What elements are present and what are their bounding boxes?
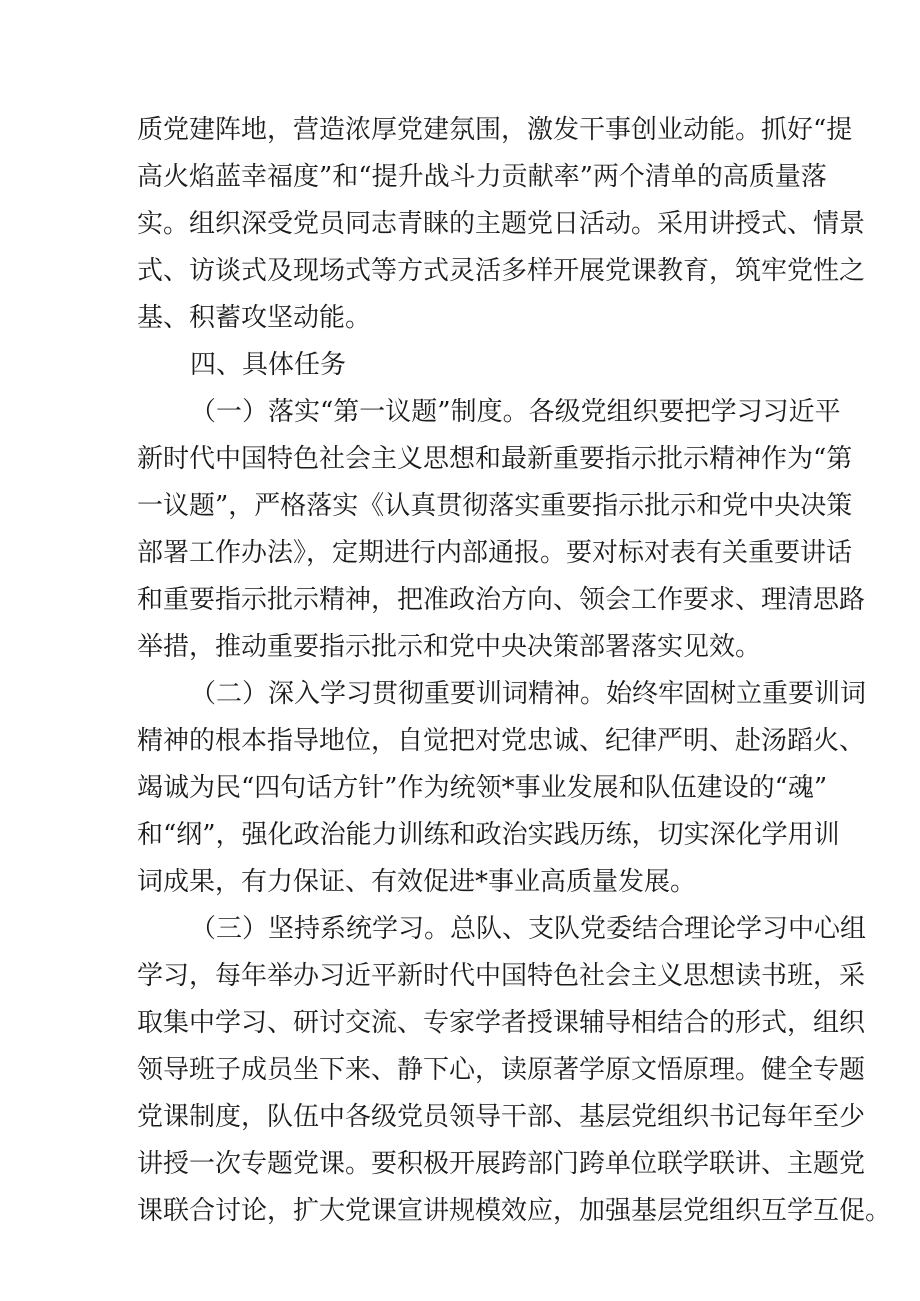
paragraph-line: （二）深入学习贯彻重要训词精神。始终牢固树立重要训词: [190, 679, 867, 709]
paragraph-line: 精神的根本指导地位，自觉把对党忠诚、纪律严明、赴汤蹈火、: [137, 726, 866, 756]
section-heading: 四、具体任务: [190, 350, 347, 380]
paragraph-line: 课联合讨论，扩大党课宣讲规模效应，加强基层党组织互学互促。: [137, 1196, 892, 1226]
paragraph-line: 党课制度，队伍中各级党员领导干部、基层党组织书记每年至少: [137, 1102, 866, 1132]
paragraph-line: 实。组织深受党员同志青睐的主题党日活动。采用讲授式、情景: [137, 209, 866, 239]
paragraph-line: 部署工作办法》，定期进行内部通报。要对标对表有关重要讲话: [137, 538, 853, 568]
paragraph-line: 讲授一次专题党课。要积极开展跨部门跨单位联学联讲、主题党: [137, 1149, 866, 1179]
paragraph-line: 领导班子成员坐下来、静下心，读原著学原文悟原理。健全专题: [137, 1055, 866, 1085]
paragraph-line: 基、积蓄攻坚动能。: [137, 303, 372, 333]
paragraph-line: 和重要指示批示精神，把准政治方向、领会工作要求、理清思路: [137, 585, 866, 615]
paragraph-line: 质党建阵地，营造浓厚党建氛围，激发干事创业动能。抓好“提: [137, 115, 853, 145]
paragraph-line: 高火焰蓝幸福度”和“提升战斗力贡献率”两个清单的高质量落: [137, 162, 827, 192]
paragraph-line: （一）落实“第一议题”制度。各级党组织要把学习习近平: [190, 397, 841, 427]
paragraph-line: 举措，推动重要指示批示和党中央决策部署落实见效。: [137, 632, 762, 662]
paragraph-line: 竭诚为民“四句话方针”作为统领*事业发展和队伍建设的“魂”: [137, 773, 828, 803]
paragraph-line: 式、访谈式及现场式等方式灵活多样开展党课教育，筑牢党性之: [137, 256, 866, 286]
paragraph-line: 学习，每年举办习近平新时代中国特色社会主义思想读书班，采: [137, 961, 866, 991]
paragraph-line: 词成果，有力保证、有效促进*事业高质量发展。: [137, 867, 697, 897]
paragraph-line: 新时代中国特色社会主义思想和最新重要指示批示精神作为“第: [137, 444, 853, 474]
paragraph-line: 和“纲”，强化政治能力训练和政治实践历练，切实深化学用训: [137, 820, 840, 850]
paragraph-line: （三）坚持系统学习。总队、支队党委结合理论学习中心组: [190, 914, 867, 944]
paragraph-line: 一议题”，严格落实《认真贯彻落实重要指示批示和党中央决策: [137, 491, 853, 521]
paragraph-line: 取集中学习、研讨交流、专家学者授课辅导相结合的形式，组织: [137, 1008, 866, 1038]
